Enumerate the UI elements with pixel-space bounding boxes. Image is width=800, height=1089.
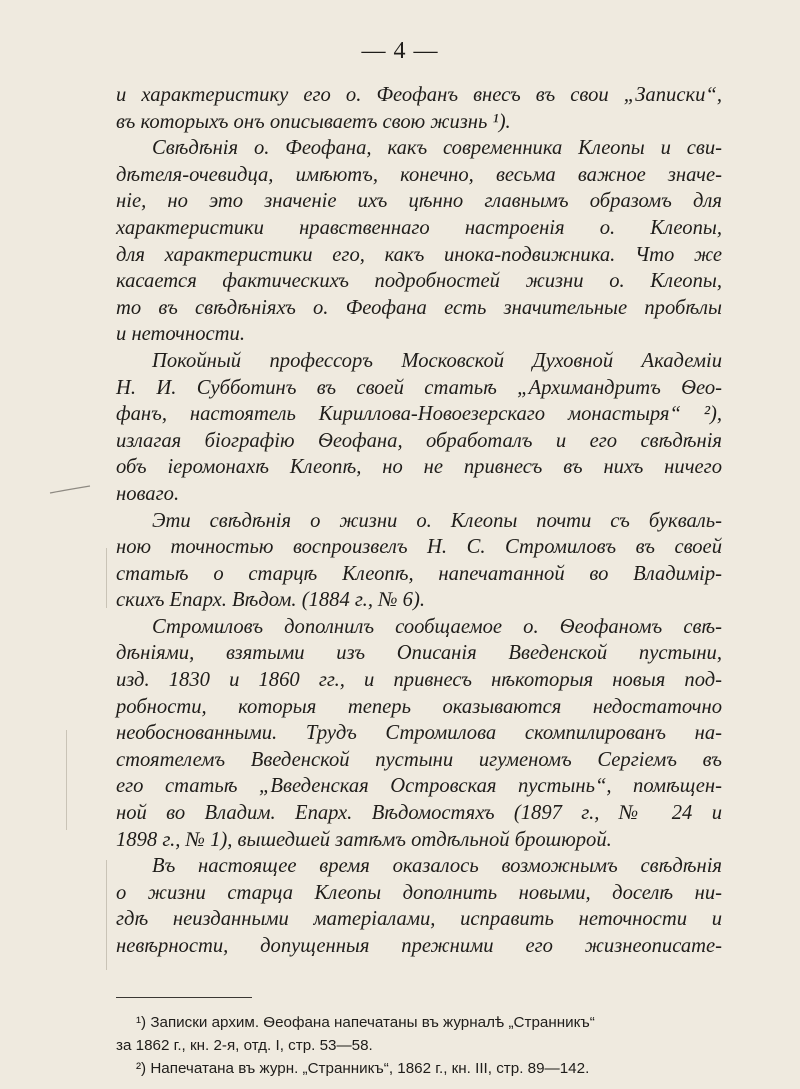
text-line: для характеристики его, какъ инока-подвижника. Что же <box>116 243 722 266</box>
text-line: характеристики нравственнаго настроенія о. Клеопы, <box>116 216 722 239</box>
text-line: гдѣ неизданными матеріалами, исправить неточности и <box>116 908 722 931</box>
text-line: и характеристику его о. Феофанъ внесъ въ свои „Записки“, <box>116 84 722 106</box>
pencil-mark-icon <box>48 484 92 496</box>
text-line: новаго. <box>116 482 180 505</box>
text-line: ною точностью воспроизвелъ Н. С. Стромиловъ въ своей <box>116 536 722 559</box>
page-number-header: — 4 — <box>361 38 439 64</box>
footnote-line: ²) Напечатана въ журн. „Странникъ“, 1862 г., кн. III, стр. 89—142. <box>136 1060 590 1077</box>
text-line: его статьѣ „Введенская Островская пустынь“, помѣщен- <box>116 775 722 798</box>
text-line: излагая біографію Ѳеофана, обработалъ и его свѣдѣнія <box>116 429 722 452</box>
text-line: въ которыхъ онъ описываетъ свою жизнь ¹). <box>116 110 511 133</box>
footnote-separator <box>116 997 252 998</box>
text-line: ніе, но это значеніе ихъ цѣнно главнымъ образомъ для <box>116 190 722 213</box>
paragraph <box>116 614 722 853</box>
text-line: Покойный профессоръ Московской Духовной Академіи <box>152 349 722 372</box>
text-line: объ іеромонахѣ Клеопѣ, но не привнесъ въ нихъ ничего <box>116 456 722 479</box>
text-line: Н. И. Субботинъ въ своей статьѣ „Архимандритъ Ѳео- <box>116 376 722 399</box>
text-line: 1898 г., № 1), вышедшей затѣмъ отдѣльной брошюрой. <box>116 828 612 851</box>
text-line: фанъ, настоятель Кириллова-Новоезерскаго монастыря“ ²), <box>116 403 722 426</box>
paragraph <box>116 508 722 614</box>
text-line: стоятелемъ Введенской пустыни игуменомъ Сергіемъ въ <box>116 748 722 771</box>
text-line: невѣрности, допущенныя прежними его жизнеописате- <box>116 935 722 957</box>
paragraph <box>116 853 722 959</box>
margin-line <box>106 548 107 608</box>
footnotes <box>116 1011 722 1080</box>
text-line: необоснованными. Трудъ Стромилова скомпилированъ на- <box>116 722 722 745</box>
footnote-line: за 1862 г., кн. 2-я, отд. I, стр. 53—58. <box>116 1037 373 1054</box>
main-text <box>116 82 722 960</box>
paragraph <box>116 82 722 135</box>
footnote-line: ¹) Записки архим. Ѳеофана напечатаны въ журналѣ „Странникъ“ <box>136 1014 595 1031</box>
text-line: Въ настоящее время оказалось возможнымъ свѣдѣнія <box>152 855 722 878</box>
text-line: дѣтеля-очевидца, имѣютъ, конечно, весьма важное значе- <box>116 163 722 186</box>
paragraph <box>116 348 722 508</box>
text-line: касается фактическихъ подробностей жизни о. Клеопы, <box>116 270 722 293</box>
text-line: то въ свѣдѣніяхъ о. Феофана есть значительные пробѣлы <box>116 296 722 319</box>
text-line: Свѣдѣнія о. Феофана, какъ современника Клеопы и сви- <box>152 137 722 160</box>
text-line: скихъ Епарх. Вѣдом. (1884 г., № 6). <box>116 589 425 612</box>
text-line: изд. 1830 и 1860 гг., и привнесъ нѣкоторыя новыя под- <box>116 669 722 692</box>
text-line: ной во Владим. Епарх. Вѣдомостяхъ (1897 г., № 24 и <box>116 802 722 825</box>
paragraph <box>116 135 722 348</box>
text-line: Стромиловъ дополнилъ сообщаемое о. Ѳеофаномъ свѣ- <box>152 615 722 638</box>
text-line: робности, которыя теперь оказываются недостаточно <box>116 695 722 718</box>
text-line: Эти свѣдѣнія о жизни о. Клеопы почти съ букваль- <box>152 509 722 532</box>
text-line: о жизни старца Клеопы дополнить новыми, доселѣ ни- <box>116 881 722 904</box>
text-line: статьѣ о старцѣ Клеопѣ, напечатанной во Владимір- <box>116 562 722 585</box>
text-line: и неточности. <box>116 323 245 346</box>
margin-line <box>106 860 107 970</box>
margin-line <box>66 730 67 830</box>
text-line: дѣніями, взятыми изъ Описанія Введенской пустыни, <box>116 642 722 665</box>
